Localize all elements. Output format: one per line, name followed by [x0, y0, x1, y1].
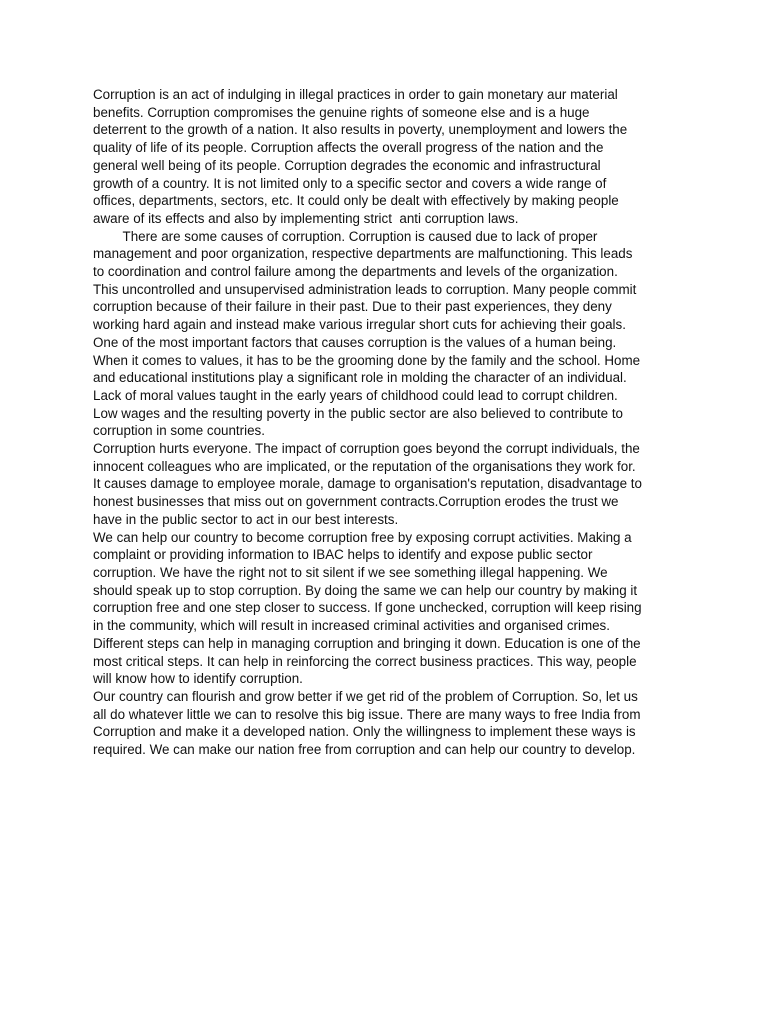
text-line-20: corruption in some countries. [93, 423, 265, 439]
text-line-7: offices, departments, sectors, etc. It could only be dealt with effectively by making people [93, 193, 619, 209]
text-line-13: corruption because of their failure in their past. Due to their past experiences, they deny [93, 299, 612, 315]
text-line-10: management and poor organization, respective departments are malfunctioning. This leads [93, 246, 633, 262]
text-line-25: have in the public sector to act in our best interests. [93, 511, 399, 527]
text-line-31: in the community, which will result in increased criminal activities and organised crimes. [93, 618, 610, 634]
text-line-38: required. We can make our nation free from corruption and can help our country to develop. [93, 742, 636, 758]
text-line-32: Different steps can help in managing corruption and bringing it down. Education is one of the [93, 635, 641, 651]
text-line-6: growth of a country. It is not limited only to a specific sector and covers a wide range of [93, 175, 607, 191]
text-line-35: Our country can flourish and grow better if we get rid of the problem of Corruption. So, let us [93, 688, 638, 704]
text-line-27: complaint or providing information to IBAC helps to identify and expose public sector [93, 547, 593, 563]
text-line-30: corruption free and one step closer to success. If gone unchecked, corruption will keep rising [93, 600, 642, 616]
text-line-37: Corruption and make it a developed nation. Only the willingness to implement these ways is [93, 724, 636, 740]
text-line-1: Corruption is an act of indulging in illegal practices in order to gain monetary aur material [93, 87, 618, 102]
text-line-15: One of the most important factors that causes corruption is the values of a human being. [93, 334, 617, 350]
text-line-8: aware of its effects and also by implementing strict anti corruption laws. [93, 210, 519, 226]
text-line-22: innocent colleagues who are implicated, or the reputation of the organisations they work for. [93, 458, 636, 474]
text-line-34: will know how to identify corruption. [93, 671, 303, 687]
text-line-17: and educational institutions play a significant role in molding the character of an individual. [93, 370, 627, 386]
text-line-36: all do whatever little we can to resolve this big issue. There are many ways to free India from [93, 706, 641, 722]
text-line-11: to coordination and control failure among the departments and levels of the organization. [93, 264, 618, 280]
text-line-26: We can help our country to become corruption free by exposing corrupt activities. Making a [93, 529, 632, 545]
text-line-3: deterrent to the growth of a nation. It also results in poverty, unemployment and lowers the [93, 122, 628, 138]
text-line-21: Corruption hurts everyone. The impact of corruption goes beyond the corrupt individuals, the [93, 441, 640, 457]
text-line-18: Lack of moral values taught in the early years of childhood could lead to corrupt children. [93, 387, 618, 403]
text-line-29: should speak up to stop corruption. By doing the same we can help our country by making it [93, 582, 638, 598]
text-line-24: honest businesses that miss out on government contracts.Corruption erodes the trust we [93, 494, 619, 510]
text-line-9: There are some causes of corruption. Corruption is caused due to lack of proper [93, 228, 598, 244]
text-line-4: quality of life of its people. Corruption affects the overall progress of the nation and the [93, 140, 604, 156]
text-line-33: most critical steps. It can help in reinforcing the correct business practices. This way, people [93, 653, 637, 669]
text-line-28: corruption. We have the right not to sit silent if we see something illegal happening. We [93, 564, 608, 580]
essay-text [93, 86, 683, 759]
text-line-2: benefits. Corruption compromises the genuine rights of someone else and is a huge [93, 104, 590, 120]
text-line-12: This uncontrolled and unsupervised administration leads to corruption. Many people commit [93, 281, 637, 297]
text-line-14: working hard again and instead make various irregular short cuts for achieving their goals. [93, 317, 626, 333]
text-line-16: When it comes to values, it has to be the grooming done by the family and the school. Home [93, 352, 641, 368]
text-line-19: Low wages and the resulting poverty in the public sector are also believed to contribute to [93, 405, 623, 421]
text-line-23: It causes damage to employee morale, damage to organisation's reputation, disadvantage to [93, 476, 642, 492]
text-line-5: general well being of its people. Corruption degrades the economic and infrastructural [93, 157, 601, 173]
